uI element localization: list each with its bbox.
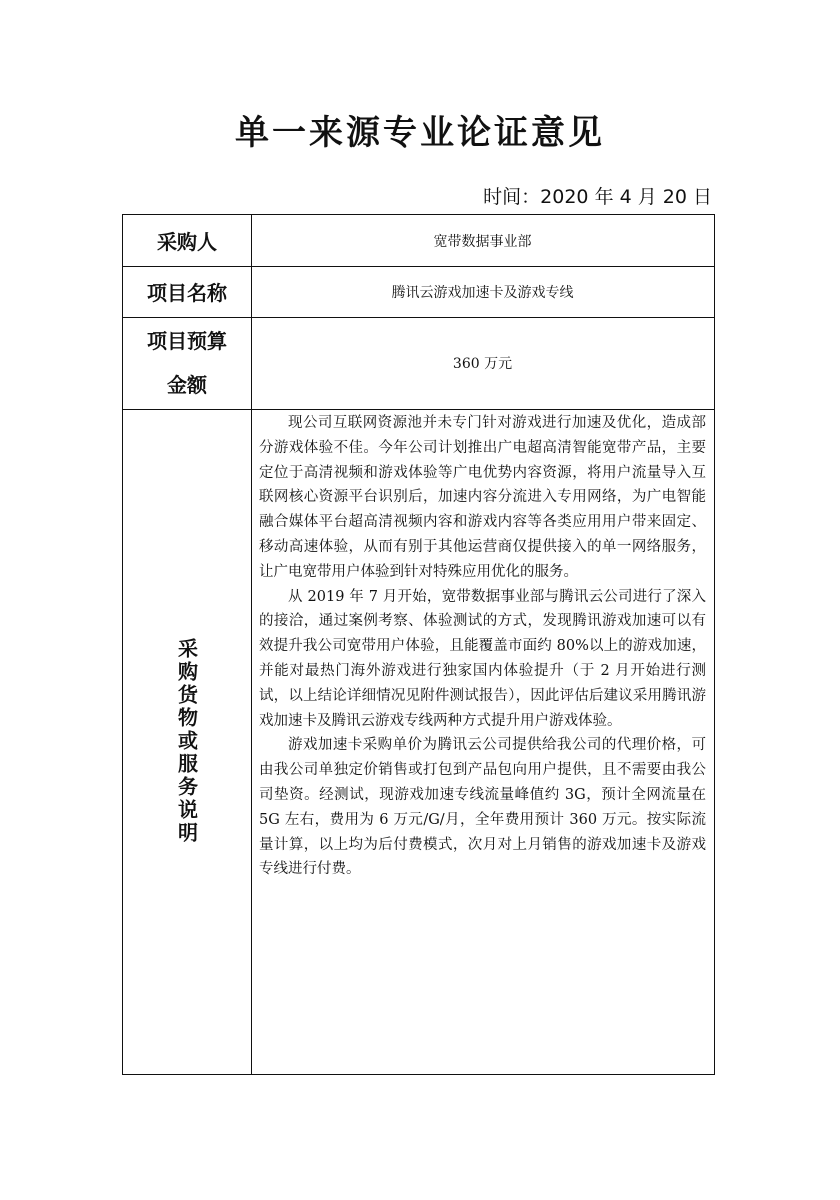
description-label-cell — [123, 409, 252, 1074]
budget-label-line2: 金额 — [167, 373, 207, 397]
budget-row — [123, 317, 714, 410]
purchaser-label: 采购人 — [123, 215, 252, 266]
description-paragraph: 现公司互联网资源池并未专门针对游戏进行加速及优化，造成部分游戏体验不佳。今年公司计划推出广电超高清智能宽带产品，主要定位于高清视频和游戏体验等广电优势内容资源，将用户流量导入互联网核心资源平台识别后，加速内容分流进入专用网络，为广电智能融合媒体平台超高清视频内容和游戏内容等各类应用用户带来固定、移动高速体验，从而有别于其他运营商仅提供接入的单一网络服务，让广电宽带用户体验到针对特殊应用优化的服务。 — [259, 415, 706, 580]
project-name-value: 腾讯云游戏加速卡及游戏专线 — [391, 284, 574, 301]
project-name-label: 项目名称 — [123, 266, 252, 317]
budget-value: 360 万元 — [452, 356, 513, 372]
document-title: 单一来源专业论证意见 — [235, 113, 605, 153]
description-label: 采购货物或服务说明 — [174, 638, 199, 845]
project-name-row — [123, 266, 714, 318]
description-paragraph: 游戏加速卡采购单价为腾讯云公司提供给我公司的代理价格，可由我公司单独定价销售或打包到产品包向用户提供，且不需要由我公司垫资。经测试，现游戏加速专线流量峰值约 3G，预计全网流量在 5G 左右，费用为 6 万元/G/月，全年费用预计 360 万元。按实际流量计算，以上均为后付费模式，次月对上月销售的游戏加速卡及游戏专线进行付费。 — [259, 737, 706, 878]
argument-form-table — [122, 214, 715, 1075]
budget-label-line1: 项目预算 — [147, 329, 227, 353]
purchaser-value: 宽带数据事业部 — [433, 233, 532, 250]
document-date: 时间：2020 年 4 月 20 日 — [483, 186, 712, 208]
budget-label — [123, 317, 252, 409]
description-body — [251, 409, 714, 1074]
purchaser-row — [123, 215, 714, 267]
description-row — [123, 409, 714, 1074]
description-paragraph: 从 2019 年 7 月开始，宽带数据事业部与腾讯云公司进行了深入的接洽，通过案例考察、体验测试的方式，发现腾讯游戏加速可以有效提升我公司宽带用户体验，且能覆盖市面约 80%以上的游戏加速，并能对最热门海外游戏进行独家国内体验提升（于 2 月开始进行测试，以上结论详细情况见附件测试报告），因此评估后建议采用腾讯游戏加速卡及腾讯云游戏专线两种方式提升用户游戏体验。 — [259, 588, 706, 729]
